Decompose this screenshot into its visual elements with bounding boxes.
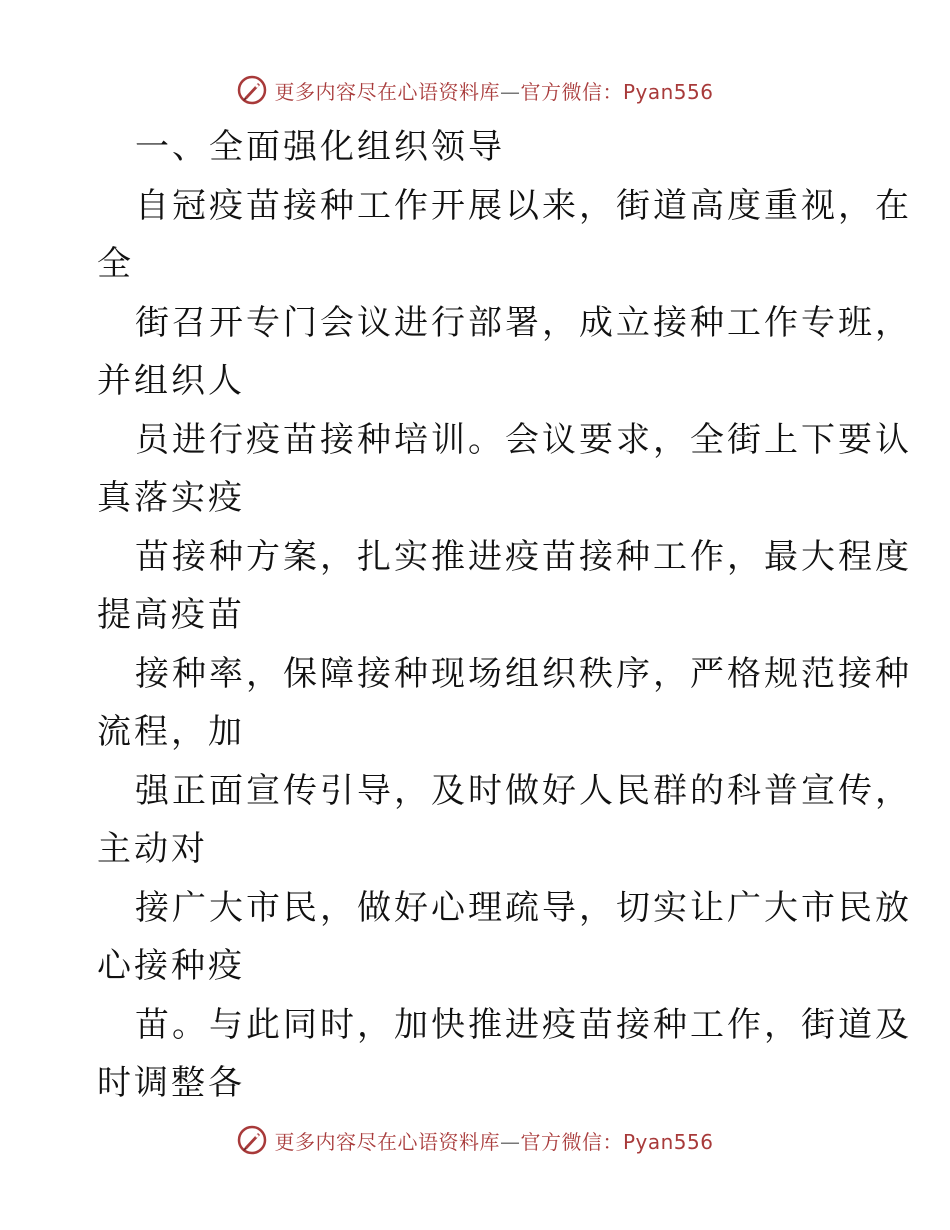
doc-line: 接种率，保障接种现场组织秩序，严格规范接种 [135, 653, 912, 694]
doc-line: 苗。与此同时，加快推进疫苗接种工作，街道及 [135, 1004, 912, 1045]
footer-site-text: 更多内容尽在心语资料库 [274, 1129, 500, 1154]
header-contact-text: 官方微信：Pyan556 [520, 79, 714, 104]
doc-line: 心接种疫 [97, 946, 245, 986]
doc-line: 流程，加 [97, 712, 245, 752]
header-site-text: 更多内容尽在心语资料库 [274, 79, 500, 104]
doc-line-heading: 一、全面强化组织领导 [135, 127, 505, 167]
doc-line: 街召开专门会议进行部署，成立接种工作专班， [135, 302, 912, 343]
doc-line: 并组织人 [97, 361, 245, 401]
document-body [97, 118, 912, 1113]
quill-logo-icon [236, 74, 268, 106]
doc-line: 真落实疫 [97, 478, 245, 518]
doc-line: 强正面宣传引导，及时做好人民群的科普宣传， [135, 770, 912, 811]
quill-logo-icon [236, 1124, 268, 1156]
footer-contact-text: 官方微信：Pyan556 [520, 1129, 714, 1154]
header-separator: — [499, 79, 521, 104]
header-watermark-banner [0, 70, 950, 110]
doc-line: 员进行疫苗接种培训。会议要求，全街上下要认 [135, 419, 912, 460]
doc-line: 苗接种方案，扎实推进疫苗接种工作，最大程度 [135, 536, 912, 577]
footer-separator: — [499, 1129, 521, 1154]
doc-line: 主动对 [97, 829, 208, 869]
footer-watermark-text [274, 1126, 713, 1155]
doc-line: 接广大市民，做好心理疏导，切实让广大市民放 [135, 887, 912, 928]
doc-line: 时调整各 [97, 1063, 245, 1103]
footer-watermark-banner [0, 1120, 950, 1160]
doc-line: 全 [97, 244, 134, 284]
doc-line: 提高疫苗 [97, 595, 245, 635]
doc-line: 自冠疫苗接种工作开展以来，街道高度重视，在 [135, 185, 912, 226]
header-watermark-text [274, 76, 713, 105]
